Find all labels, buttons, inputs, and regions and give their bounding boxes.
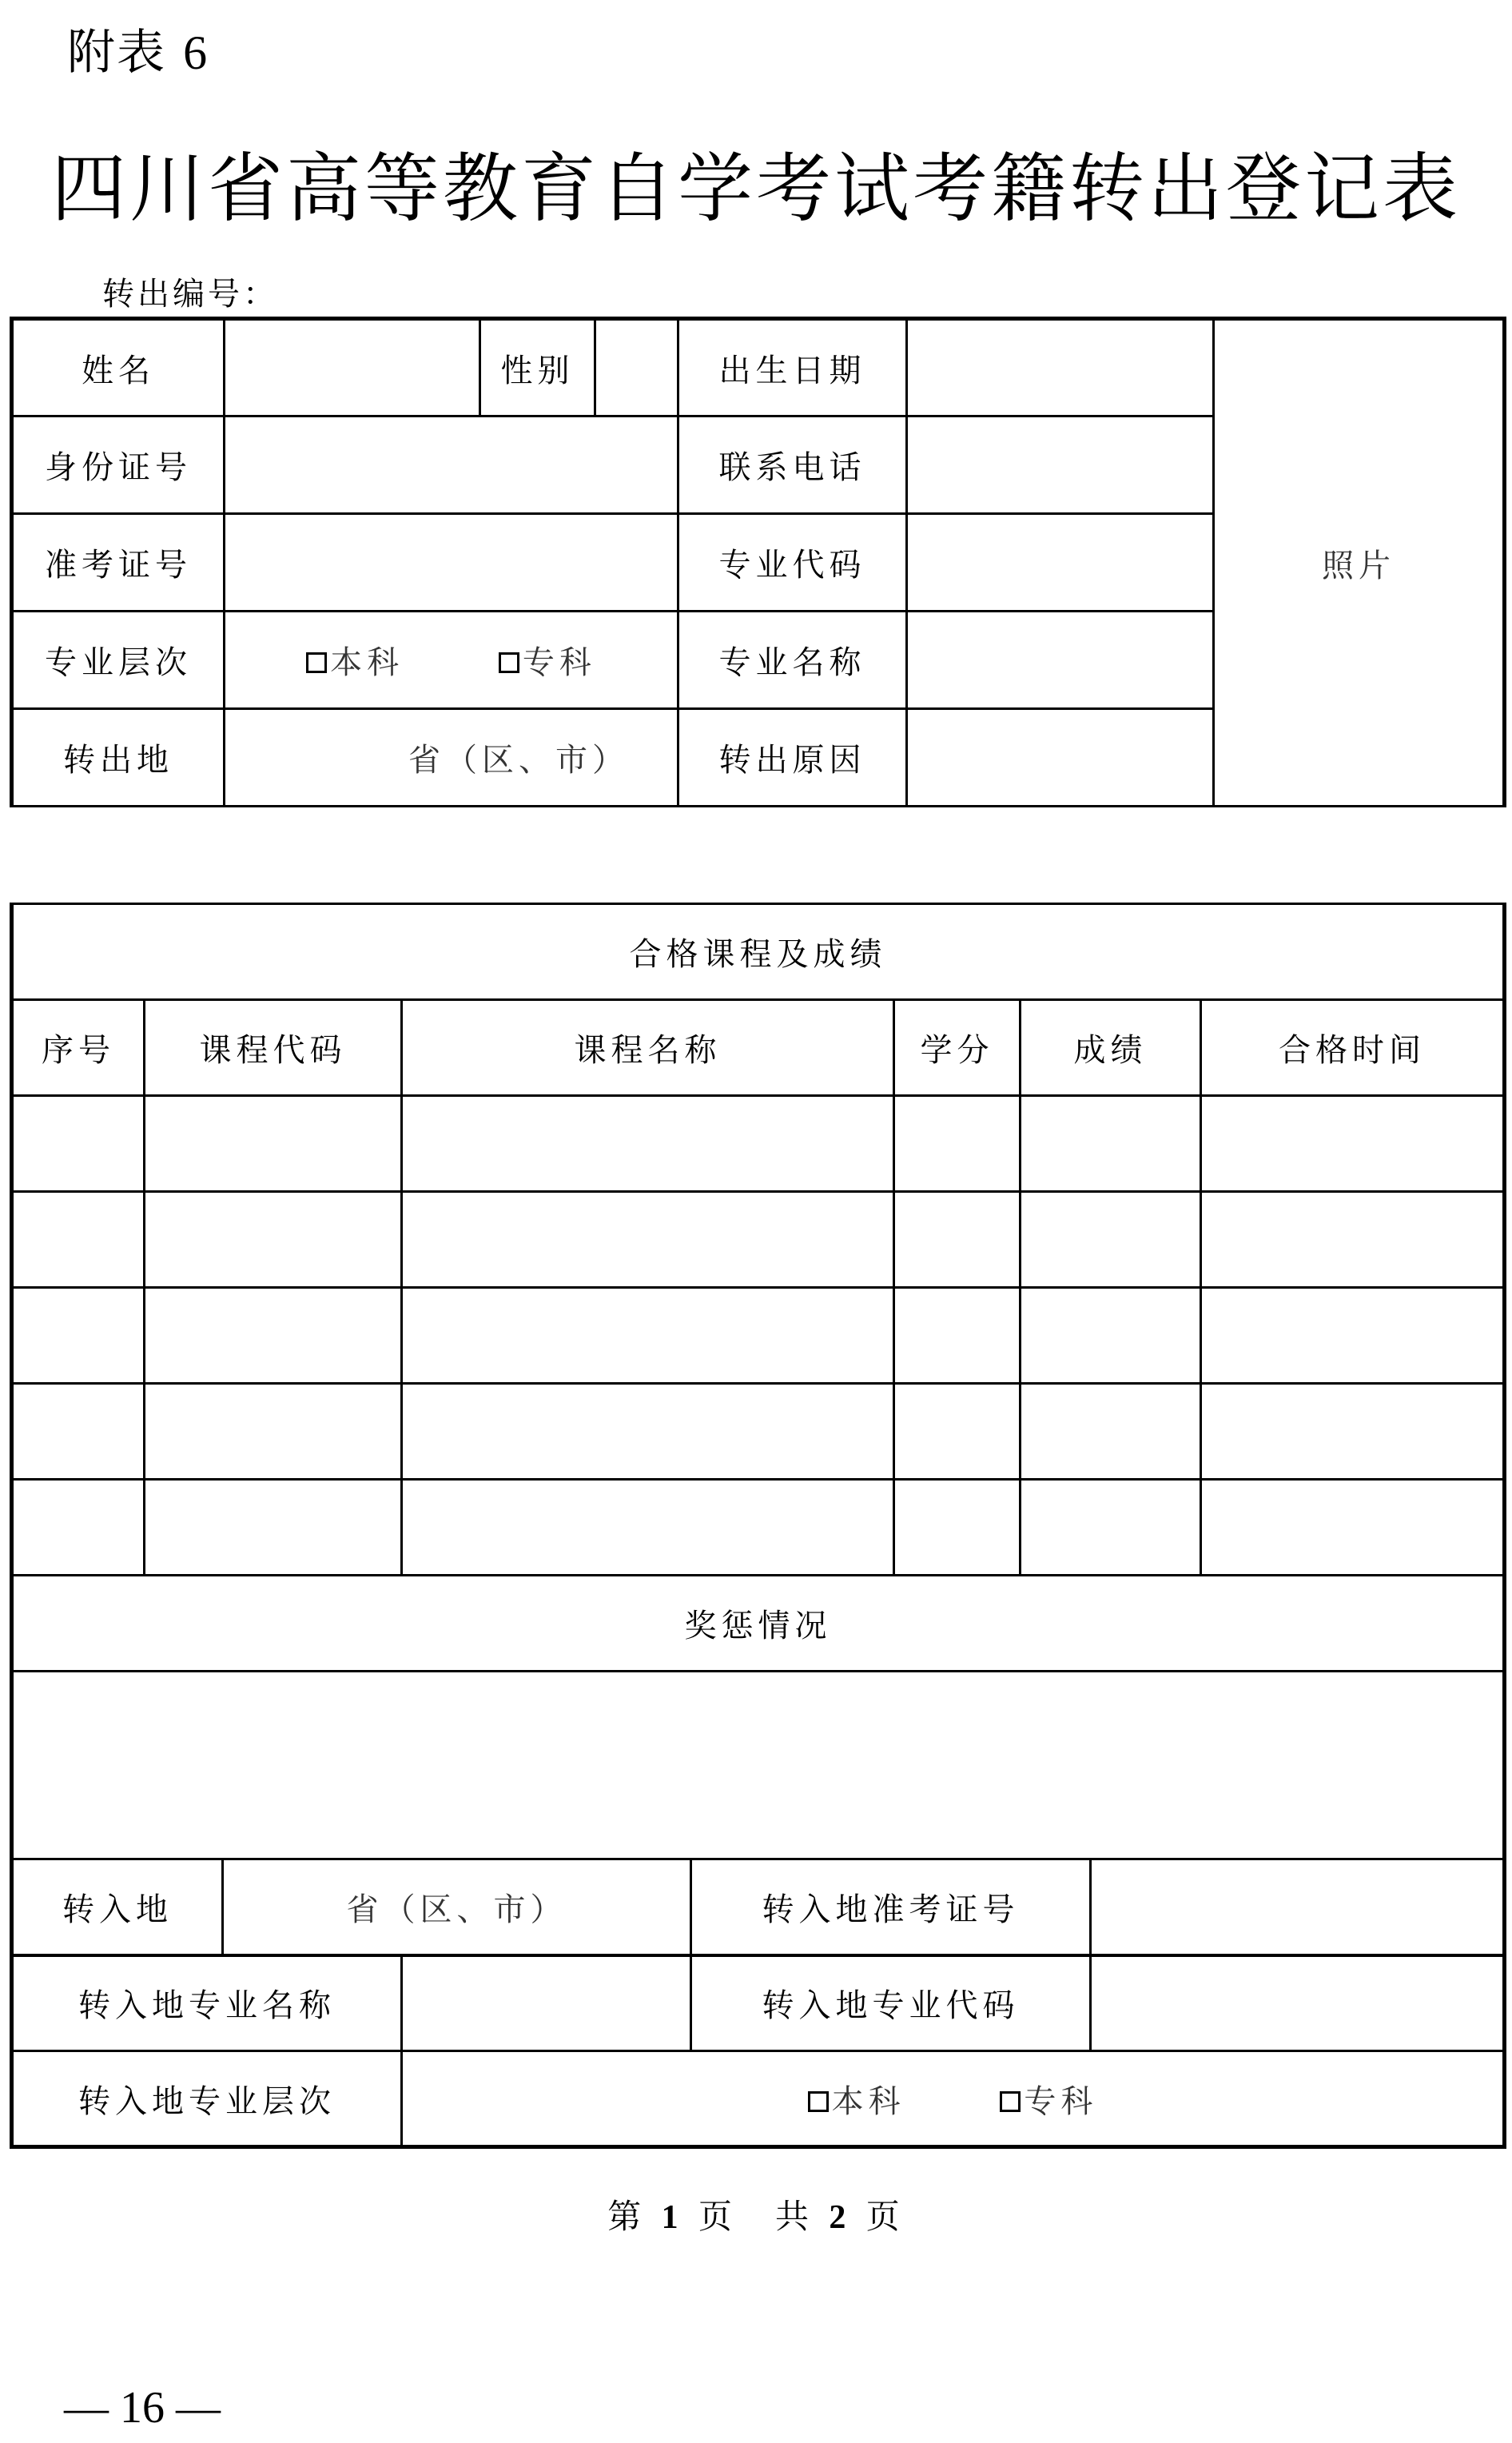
table-cell[interactable] xyxy=(1201,1192,1505,1288)
courses-section-title: 合格课程及成绩 xyxy=(12,904,1505,1000)
document-title: 四川省高等教育自学考试考籍转出登记表 xyxy=(50,145,1461,233)
checkbox-icon[interactable] xyxy=(1000,2091,1021,2112)
in-level-options xyxy=(402,2051,1505,2147)
table-cell[interactable] xyxy=(402,1384,894,1480)
gender-field[interactable] xyxy=(595,319,678,416)
transfer-in-table xyxy=(10,1858,1506,2149)
table-cell[interactable] xyxy=(12,1480,145,1576)
in-level-label: 转入地专业层次 xyxy=(12,2051,402,2147)
table-cell[interactable] xyxy=(1021,1384,1201,1480)
out-reason-label: 转出原因 xyxy=(678,709,907,807)
header-course-name: 课程名称 xyxy=(402,1000,894,1096)
table-cell[interactable] xyxy=(12,1288,145,1384)
table-row xyxy=(12,1384,1505,1480)
transfer-number-label: 转出编号： xyxy=(102,276,278,313)
major-name-field[interactable] xyxy=(907,612,1214,709)
out-place-label: 转出地 xyxy=(12,709,225,807)
exam-number-field[interactable] xyxy=(225,514,678,612)
table-cell[interactable] xyxy=(894,1192,1021,1288)
table-cell[interactable] xyxy=(12,1096,145,1192)
id-number-field[interactable] xyxy=(225,416,678,514)
table-cell[interactable] xyxy=(1201,1096,1505,1192)
table-cell[interactable] xyxy=(145,1288,402,1384)
major-code-field[interactable] xyxy=(907,514,1214,612)
checkbox-icon[interactable] xyxy=(808,2091,829,2112)
table-cell[interactable] xyxy=(894,1480,1021,1576)
in-place-field[interactable]: 省（区、市） xyxy=(223,1859,691,1955)
table-cell[interactable] xyxy=(894,1096,1021,1192)
checkbox-icon[interactable] xyxy=(499,652,519,673)
id-number-label: 身份证号 xyxy=(12,416,225,514)
table-cell[interactable] xyxy=(145,1192,402,1288)
table-cell[interactable] xyxy=(402,1288,894,1384)
table-cell[interactable] xyxy=(1021,1192,1201,1288)
page-counter: 第 1 页 共 2 页 xyxy=(607,2197,905,2236)
table-cell[interactable] xyxy=(402,1096,894,1192)
level-associate-option[interactable]: 专科 xyxy=(499,637,596,683)
table-cell[interactable] xyxy=(12,1384,145,1480)
name-label: 姓名 xyxy=(12,319,225,416)
photo-box[interactable] xyxy=(1214,319,1505,807)
level-options xyxy=(225,612,678,709)
phone-label: 联系电话 xyxy=(678,416,907,514)
header-score: 成绩 xyxy=(1021,1000,1201,1096)
table-cell[interactable] xyxy=(1201,1288,1505,1384)
table-cell[interactable] xyxy=(1201,1384,1505,1480)
table-cell[interactable] xyxy=(12,1192,145,1288)
table-cell[interactable] xyxy=(402,1480,894,1576)
name-field[interactable] xyxy=(225,319,480,416)
level-bachelor-option[interactable]: 本科 xyxy=(306,637,404,683)
in-major-code-label: 转入地专业代码 xyxy=(691,1955,1091,2051)
header-pass-time: 合格时间 xyxy=(1201,1000,1505,1096)
courses-table xyxy=(10,903,1506,1957)
major-code-label: 专业代码 xyxy=(678,514,907,612)
header-course-code: 课程代码 xyxy=(145,1000,402,1096)
out-place-field[interactable]: 省（区、市） xyxy=(225,709,678,807)
level-label: 专业层次 xyxy=(12,612,225,709)
table-cell[interactable] xyxy=(145,1480,402,1576)
in-major-code-field[interactable] xyxy=(1091,1955,1505,2051)
photo-label: 照片 xyxy=(1322,547,1395,584)
table-cell[interactable] xyxy=(402,1192,894,1288)
gender-label: 性别 xyxy=(480,319,595,416)
table-cell[interactable] xyxy=(1021,1480,1201,1576)
out-reason-field[interactable] xyxy=(907,709,1214,807)
table-cell[interactable] xyxy=(894,1288,1021,1384)
exam-number-label: 准考证号 xyxy=(12,514,225,612)
header-credit: 学分 xyxy=(894,1000,1021,1096)
table-cell[interactable] xyxy=(145,1384,402,1480)
table-row xyxy=(12,1480,1505,1576)
major-name-label: 专业名称 xyxy=(678,612,907,709)
in-major-name-field[interactable] xyxy=(402,1955,691,2051)
table-cell[interactable] xyxy=(1021,1096,1201,1192)
phone-field[interactable] xyxy=(907,416,1214,514)
rewards-section-title: 奖惩情况 xyxy=(12,1576,1505,1672)
birth-date-label: 出生日期 xyxy=(678,319,907,416)
table-cell[interactable] xyxy=(1021,1288,1201,1384)
table-cell[interactable] xyxy=(145,1096,402,1192)
checkbox-icon[interactable] xyxy=(306,652,327,673)
header-seq: 序号 xyxy=(12,1000,145,1096)
in-place-label: 转入地 xyxy=(12,1859,223,1955)
in-exam-number-label: 转入地准考证号 xyxy=(691,1859,1091,1955)
table-row xyxy=(12,1288,1505,1384)
in-major-name-label: 转入地专业名称 xyxy=(12,1955,402,2051)
birth-date-field[interactable] xyxy=(907,319,1214,416)
table-row xyxy=(12,1096,1505,1192)
in-level-associate-option[interactable]: 专科 xyxy=(1000,2076,1097,2122)
table-row xyxy=(12,1192,1505,1288)
page-number: — 16 — xyxy=(64,2383,221,2433)
table-cell[interactable] xyxy=(1201,1480,1505,1576)
in-exam-number-field[interactable] xyxy=(1091,1859,1505,1955)
basic-info-table xyxy=(10,317,1506,807)
table-cell[interactable] xyxy=(894,1384,1021,1480)
in-level-bachelor-option[interactable]: 本科 xyxy=(808,2076,905,2122)
appendix-label: 附表 6 xyxy=(67,25,209,81)
